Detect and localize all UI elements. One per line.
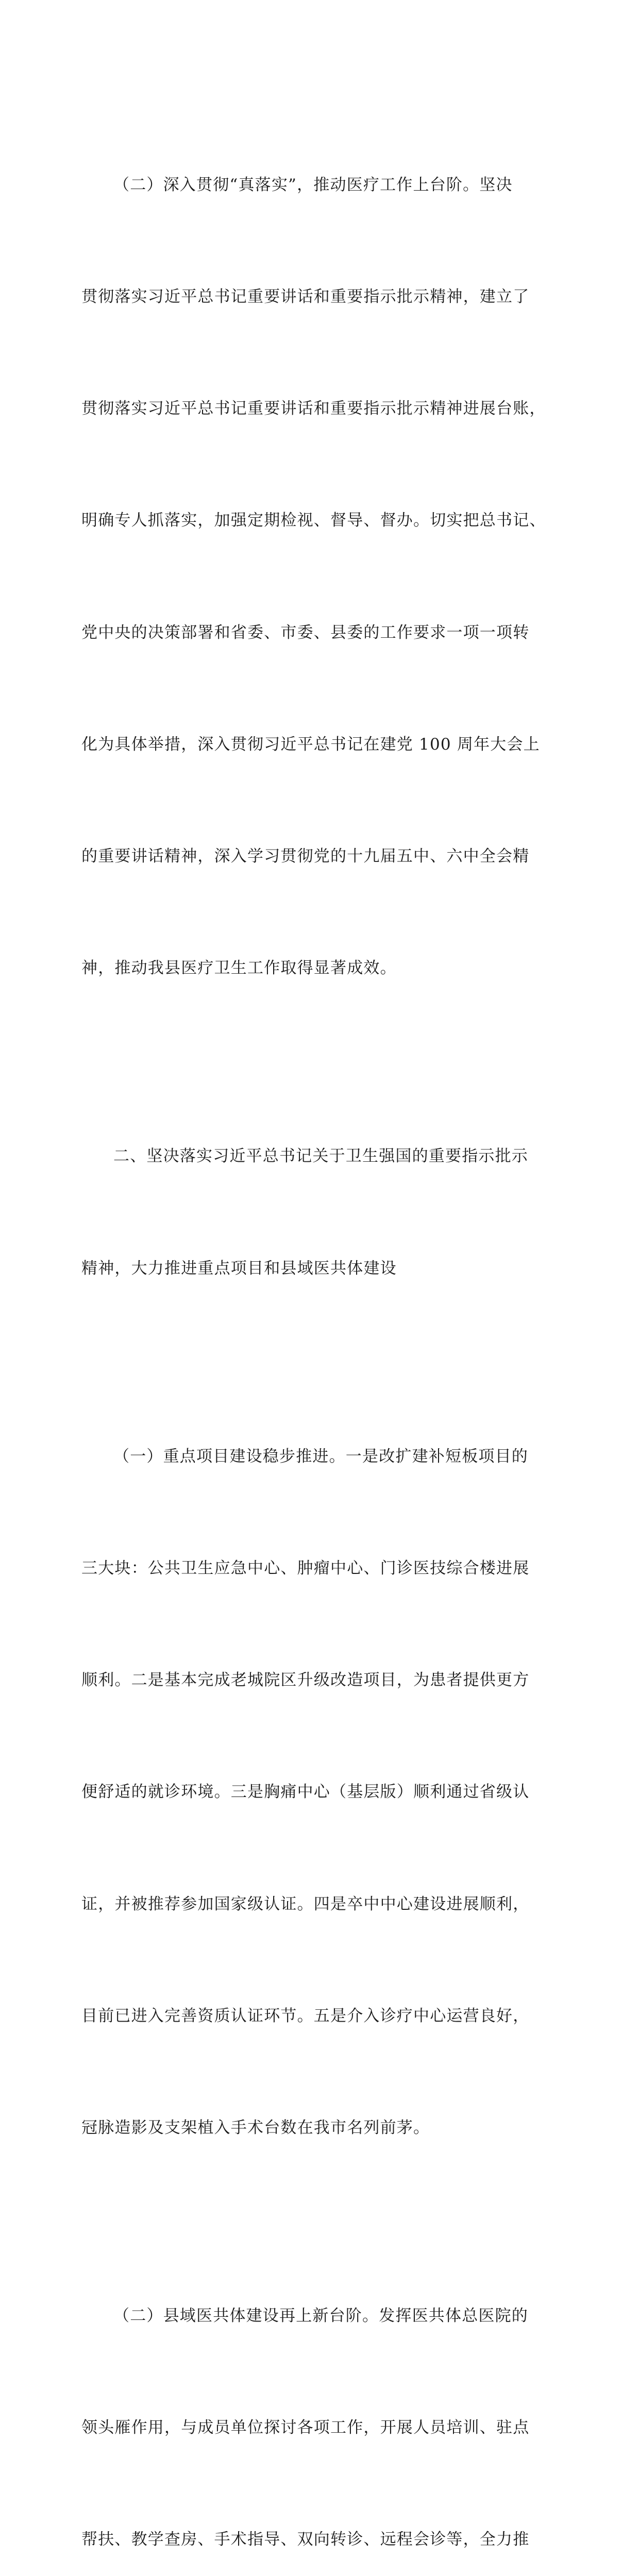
text-line: 贯彻落实习近平总书记重要讲话和重要指示批示精神，建立了	[81, 287, 530, 307]
text-line: 帮扶、教学查房、手术指导、双向转诊、远程会诊等，全力推	[81, 2530, 530, 2549]
text-line: 党中央的决策部署和省委、市委、县委的工作要求一项一项转	[81, 623, 530, 642]
text-line: 目前已进入完善资质认证环节。五是介入诊疗中心运营良好，	[81, 2006, 530, 2025]
text-line: 化为具体举措，深入贯彻习近平总书记在建党 100 周年大会上	[81, 735, 540, 754]
paragraph-key-projects	[81, 1363, 561, 2221]
paragraph-medical-community	[81, 2223, 561, 2576]
section-heading-two	[81, 1063, 561, 1362]
text-line: 领头雁作用，与成员单位探讨各项工作，开展人员培训、驻点	[81, 2418, 530, 2437]
text-line: 三大块：公共卫生应急中心、肿瘤中心、门诊医技综合楼进展	[81, 1558, 530, 1578]
text-line: 便舒适的就诊环境。三是胸痛中心（基层版）顺利通过省级认	[81, 1783, 530, 1802]
text-line: 顺利。二是基本完成老城院区升级改造项目，为患者提供更方	[81, 1671, 530, 1690]
text-line: （一）重点项目建设稳步推进。一是改扩建补短板项目的	[113, 1447, 528, 1466]
text-line: 冠脉造影及支架植入手术台数在我市名列前茅。	[81, 2118, 430, 2137]
text-line: 神，推动我县医疗卫生工作取得显著成效。	[81, 959, 397, 978]
paragraph-medical-work-progress	[81, 92, 561, 1062]
text-line: 明确专人抓落实，加强定期检视、督导、督办。切实把总书记、	[81, 511, 546, 530]
text-line: 二、坚决落实习近平总书记关于卫生强国的重要指示批示	[113, 1147, 528, 1166]
text-line: 精神，大力推进重点项目和县域医共体建设	[81, 1259, 397, 1278]
document-body	[81, 92, 561, 2576]
text-line: 的重要讲话精神，深入学习贯彻党的十九届五中、六中全会精	[81, 847, 530, 866]
text-line: 证，并被推荐参加国家级认证。四是卒中中心建设进展顺利，	[81, 1894, 530, 1913]
text-line: 贯彻落实习近平总书记重要讲话和重要指示批示精神进展台账，	[81, 399, 546, 418]
text-line: （二）县域医共体建设再上新台阶。发挥医共体总医院的	[113, 2306, 528, 2325]
text-line: （二）深入贯彻“真落实”，推动医疗工作上台阶。坚决	[113, 175, 513, 194]
